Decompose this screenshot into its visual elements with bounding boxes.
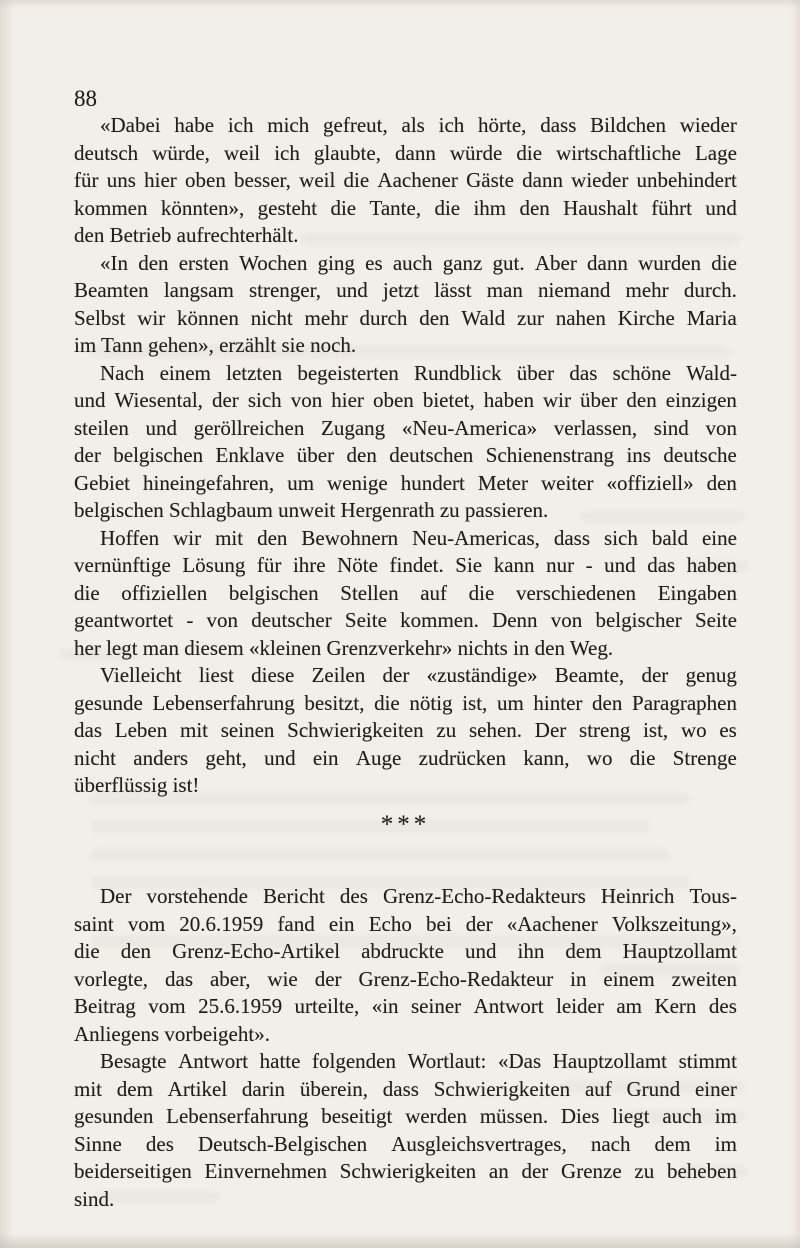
text-line: geantwortet - von deutscher Seite kommen. Denn von belgischer Seite bbox=[74, 608, 737, 632]
text-line: Hoffen wir mit den Bewohnern Neu-Americas, dass sich bald eine bbox=[100, 525, 737, 550]
text-line: gesunde Lebenserfahrung besitzt, die nötig ist, um hinter den Paragraphen bbox=[74, 690, 737, 715]
text-line: Der vorstehende Bericht des Grenz-Echo-Redakteurs Heinrich Tous- bbox=[100, 884, 737, 908]
paragraph bbox=[74, 112, 737, 250]
text-line: die den Grenz-Echo-Artikel abdruckte und ihn dem Hauptzollamt bbox=[74, 939, 737, 963]
text-line: Nach einem letzten begeisterten Rundblick über das schöne Wald- bbox=[100, 360, 737, 385]
text-line: Besagte Antwort hatte folgenden Wortlaut: «Das Hauptzollamt stimmt bbox=[100, 1049, 737, 1073]
text-line: steilen und geröllreichen Zugang «Neu-America» verlassen, sind von bbox=[74, 415, 737, 440]
text-line: das Leben mit seinen Schwierigkeiten zu sehen. Der streng ist, wo es bbox=[74, 718, 737, 742]
text-line: der belgischen Enklave über den deutschen Schienenstrang ins deutsche bbox=[74, 443, 737, 467]
text-line: Anliegens vorbeigeht». bbox=[74, 1021, 270, 1046]
text-line: mit dem Artikel darin überein, dass Schwierigkeiten auf Grund einer bbox=[74, 1076, 737, 1101]
text-line: und Wiesental, der sich von hier oben bietet, haben wir über den einzigen bbox=[74, 388, 737, 412]
text-line: die offiziellen belgischen Stellen auf die verschiedenen Eingaben bbox=[74, 580, 737, 605]
text-line: für uns hier oben besser, weil die Aachener Gäste dann wieder unbehindert bbox=[74, 168, 737, 192]
paragraph bbox=[74, 883, 737, 1048]
paragraph bbox=[74, 525, 737, 663]
text-line: Selbst wir können nicht mehr durch den Wald zur nahen Kirche Maria bbox=[74, 305, 737, 330]
paragraph bbox=[74, 662, 737, 800]
page-number: 88 bbox=[74, 86, 97, 111]
text-line: her legt man diesem «kleinen Grenzverkehr» nichts in den Weg. bbox=[74, 635, 614, 660]
text-line: sind. bbox=[74, 1186, 115, 1211]
text-line: beiderseitigen Einvernehmen Schwierigkeiten an der Grenze zu beheben bbox=[74, 1159, 737, 1183]
text-line: Sinne des Deutsch-Belgischen Ausgleichsvertrages, nach dem im bbox=[74, 1131, 737, 1156]
paragraph bbox=[74, 1048, 737, 1213]
text-line: deutsch würde, weil ich glaubte, dann würde die wirtschaftliche Lage bbox=[74, 140, 737, 165]
text-line: «In den ersten Wochen ging es auch ganz gut. Aber dann wurden die bbox=[100, 250, 737, 275]
text-line: im Tann gehen», erzählt sie noch. bbox=[74, 333, 357, 357]
text-line: saint vom 20.6.1959 fand ein Echo bei der «Aachener Volkszeitung», bbox=[74, 911, 737, 936]
text-line: Vielleicht liest diese Zeilen der «zuständige» Beamte, der genug bbox=[100, 663, 737, 687]
text-block bbox=[74, 112, 737, 1213]
text-line: kommen könnten», gesteht die Tante, die ihm den Haushalt führt und bbox=[74, 195, 737, 220]
text-line: nicht anders geht, und ein Auge zudrücken kann, wo die Strenge bbox=[74, 745, 737, 770]
text-line: Beitrag vom 25.6.1959 urteilte, «in seiner Antwort leider am Kern des bbox=[74, 994, 737, 1018]
paragraph bbox=[74, 250, 737, 360]
text-line: belgischen Schlagbaum unweit Hergenrath zu passieren. bbox=[74, 498, 549, 522]
text-line: gesunden Lebenserfahrung beseitigt werden müssen. Dies liegt auch im bbox=[74, 1104, 737, 1128]
text-line: vorlegte, das aber, wie der Grenz-Echo-Redakteur in einem zweiten bbox=[74, 966, 737, 991]
text-line: den Betrieb aufrechterhält. bbox=[74, 223, 299, 247]
text-line: «Dabei habe ich mich gefreut, als ich hörte, dass Bildchen wieder bbox=[100, 113, 737, 137]
text-line: überflüssig ist! bbox=[74, 773, 200, 797]
text-line: Gebiet hineingefahren, um wenige hundert Meter weiter «offiziell» den bbox=[74, 470, 737, 495]
section-separator: *** bbox=[380, 810, 431, 838]
text-line: vernünftige Lösung für ihre Nöte findet. Sie kann nur - und das haben bbox=[74, 553, 737, 577]
paragraph bbox=[74, 360, 737, 525]
text-line: Beamten langsam strenger, und jetzt lässt man niemand mehr durch. bbox=[74, 278, 737, 302]
